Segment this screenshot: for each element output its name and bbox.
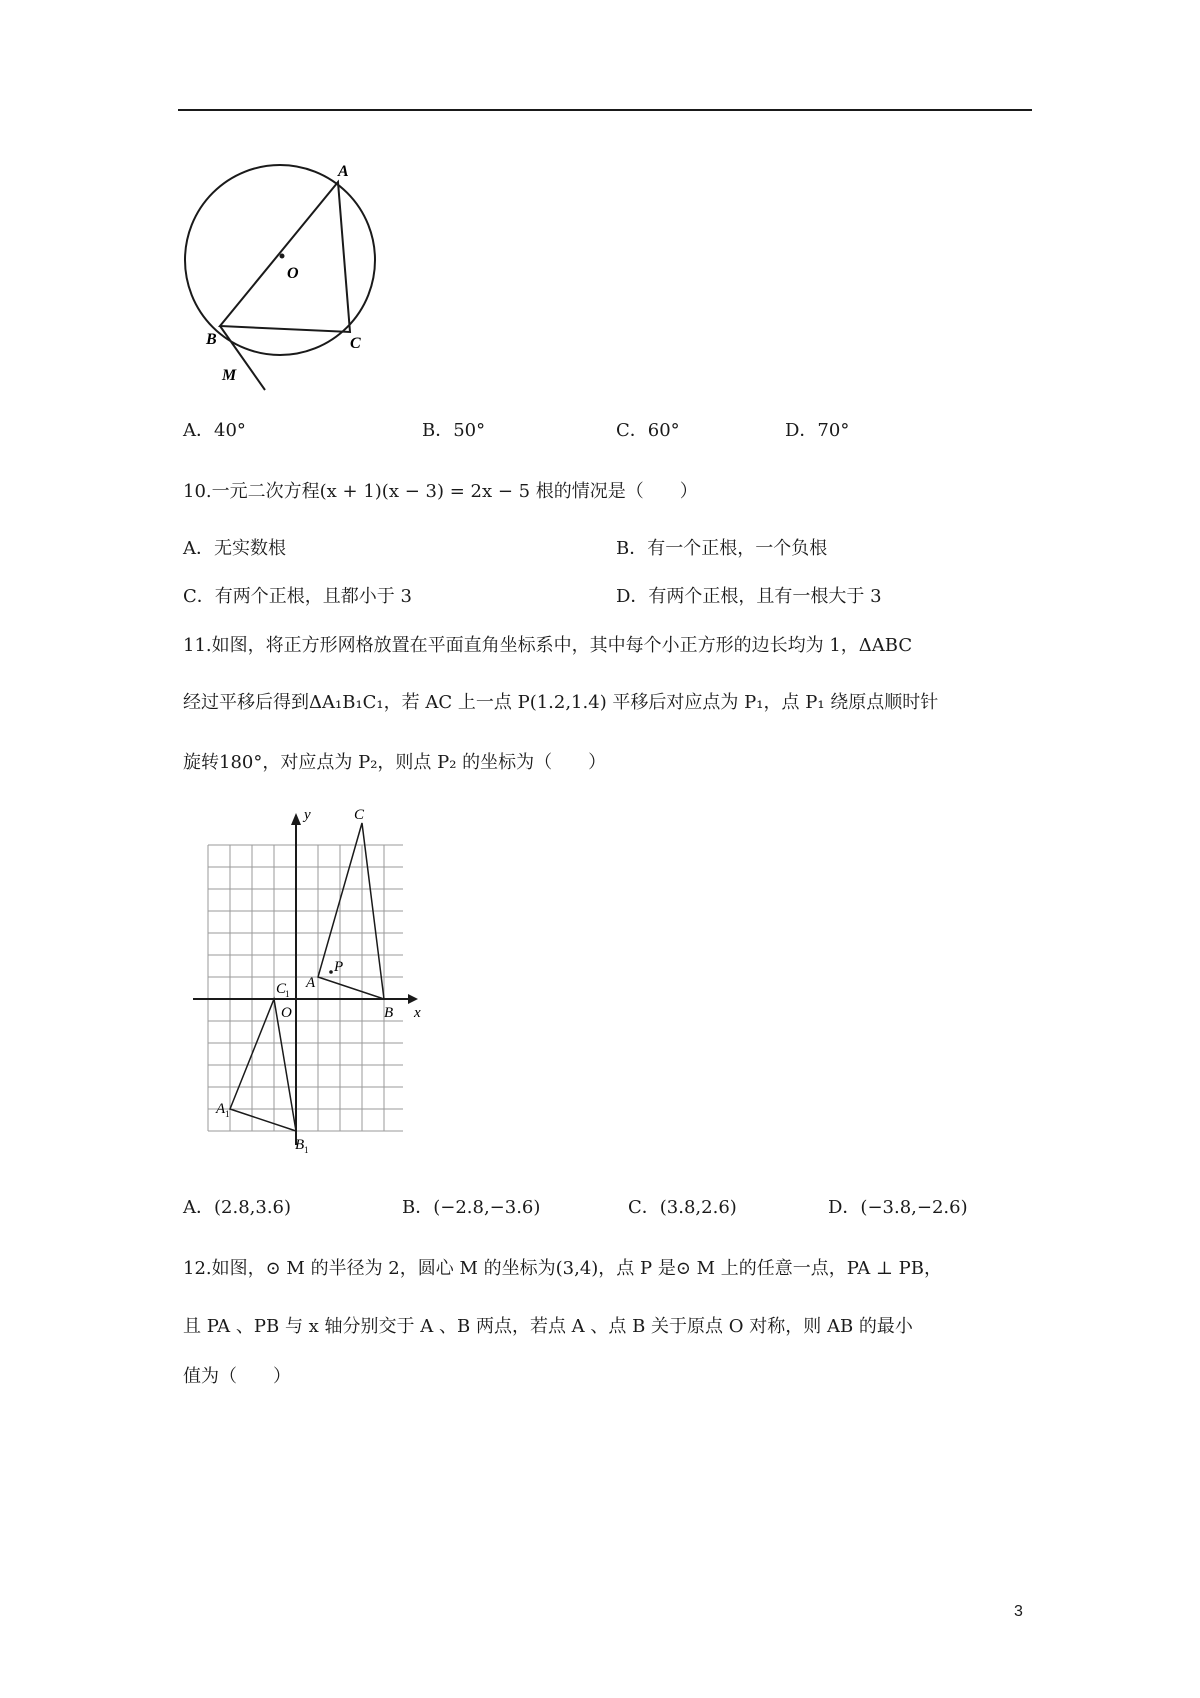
center-dot — [280, 254, 285, 259]
q9-option-a: A．40° — [183, 420, 246, 441]
q11-option-d: D．(−3.8,−2.6) — [828, 1197, 968, 1218]
label-c: C — [350, 335, 361, 352]
circle-o — [185, 165, 375, 355]
label-a1-sub: 1 — [225, 1109, 230, 1119]
point-p — [329, 970, 333, 974]
q12-line-1: 12.如图，⊙ M 的半径为 2，圆心 M 的坐标为(3,4)，点 P 是⊙ M 上的任意一点，PA ⊥ PB， — [183, 1258, 942, 1279]
label-a1: A — [216, 1101, 226, 1117]
label-y: y — [304, 807, 311, 823]
x-axis-arrow — [408, 994, 418, 1004]
q11-grid-figure — [188, 805, 428, 1155]
label-b1: B — [295, 1137, 305, 1153]
q9-option-b: B．50° — [422, 420, 486, 441]
label-o: O — [287, 265, 299, 282]
label-b: B — [384, 1005, 394, 1021]
label-c1: C — [276, 981, 287, 997]
y-axis-arrow — [291, 813, 301, 825]
label-c1-sub: 1 — [285, 989, 290, 999]
q9-option-c: C．60° — [616, 420, 680, 441]
label-a: A — [338, 163, 349, 180]
label-p: P — [334, 959, 344, 975]
q11-option-b: B．(−2.8,−3.6) — [402, 1197, 541, 1218]
q11-line-2: 经过平移后得到ΔA₁B₁C₁，若 AC 上一点 P(1.2,1.4) 平移后对应点为 P₁，点 P₁ 绕原点顺时针 — [183, 692, 939, 713]
label-m: M — [222, 367, 237, 384]
q9-circle-figure — [170, 150, 400, 400]
q9-option-d: D．70° — [785, 420, 850, 441]
label-o: O — [281, 1005, 292, 1021]
q11-option-c: C．(3.8,2.6) — [628, 1197, 737, 1218]
label-b1-sub: 1 — [304, 1145, 309, 1155]
q10-option-b: B．有一个正根，一个负根 — [616, 538, 828, 559]
q10-stem: 10.一元二次方程(x + 1)(x − 3) = 2x − 5 根的情况是（ ） — [183, 481, 698, 502]
triangle-abc — [220, 182, 350, 332]
q11-line-3: 旋转180°，对应点为 P₂，则点 P₂ 的坐标为（ ） — [183, 752, 607, 773]
q10-option-d: D．有两个正根，且有一根大于 3 — [616, 586, 882, 607]
q12-line-2: 且 PA 、PB 与 x 轴分别交于 A 、B 两点，若点 A 、点 B 关于原点 O 对称，则 AB 的最小 — [183, 1316, 913, 1337]
label-a: A — [306, 975, 316, 991]
label-b: B — [206, 331, 217, 348]
label-c: C — [354, 807, 365, 823]
q11-option-a: A．(2.8,3.6) — [183, 1197, 292, 1218]
page-number: 3 — [1014, 1603, 1023, 1620]
q11-line-1: 11.如图，将正方形网格放置在平面直角坐标系中，其中每个小正方形的边长均为 1，ΔABC — [183, 635, 913, 656]
q10-option-a: A．无实数根 — [183, 538, 286, 559]
q10-option-c: C．有两个正根，且都小于 3 — [183, 586, 412, 607]
q12-line-3: 值为（ ） — [183, 1366, 291, 1387]
header-rule — [178, 109, 1032, 111]
label-x: x — [414, 1005, 421, 1021]
